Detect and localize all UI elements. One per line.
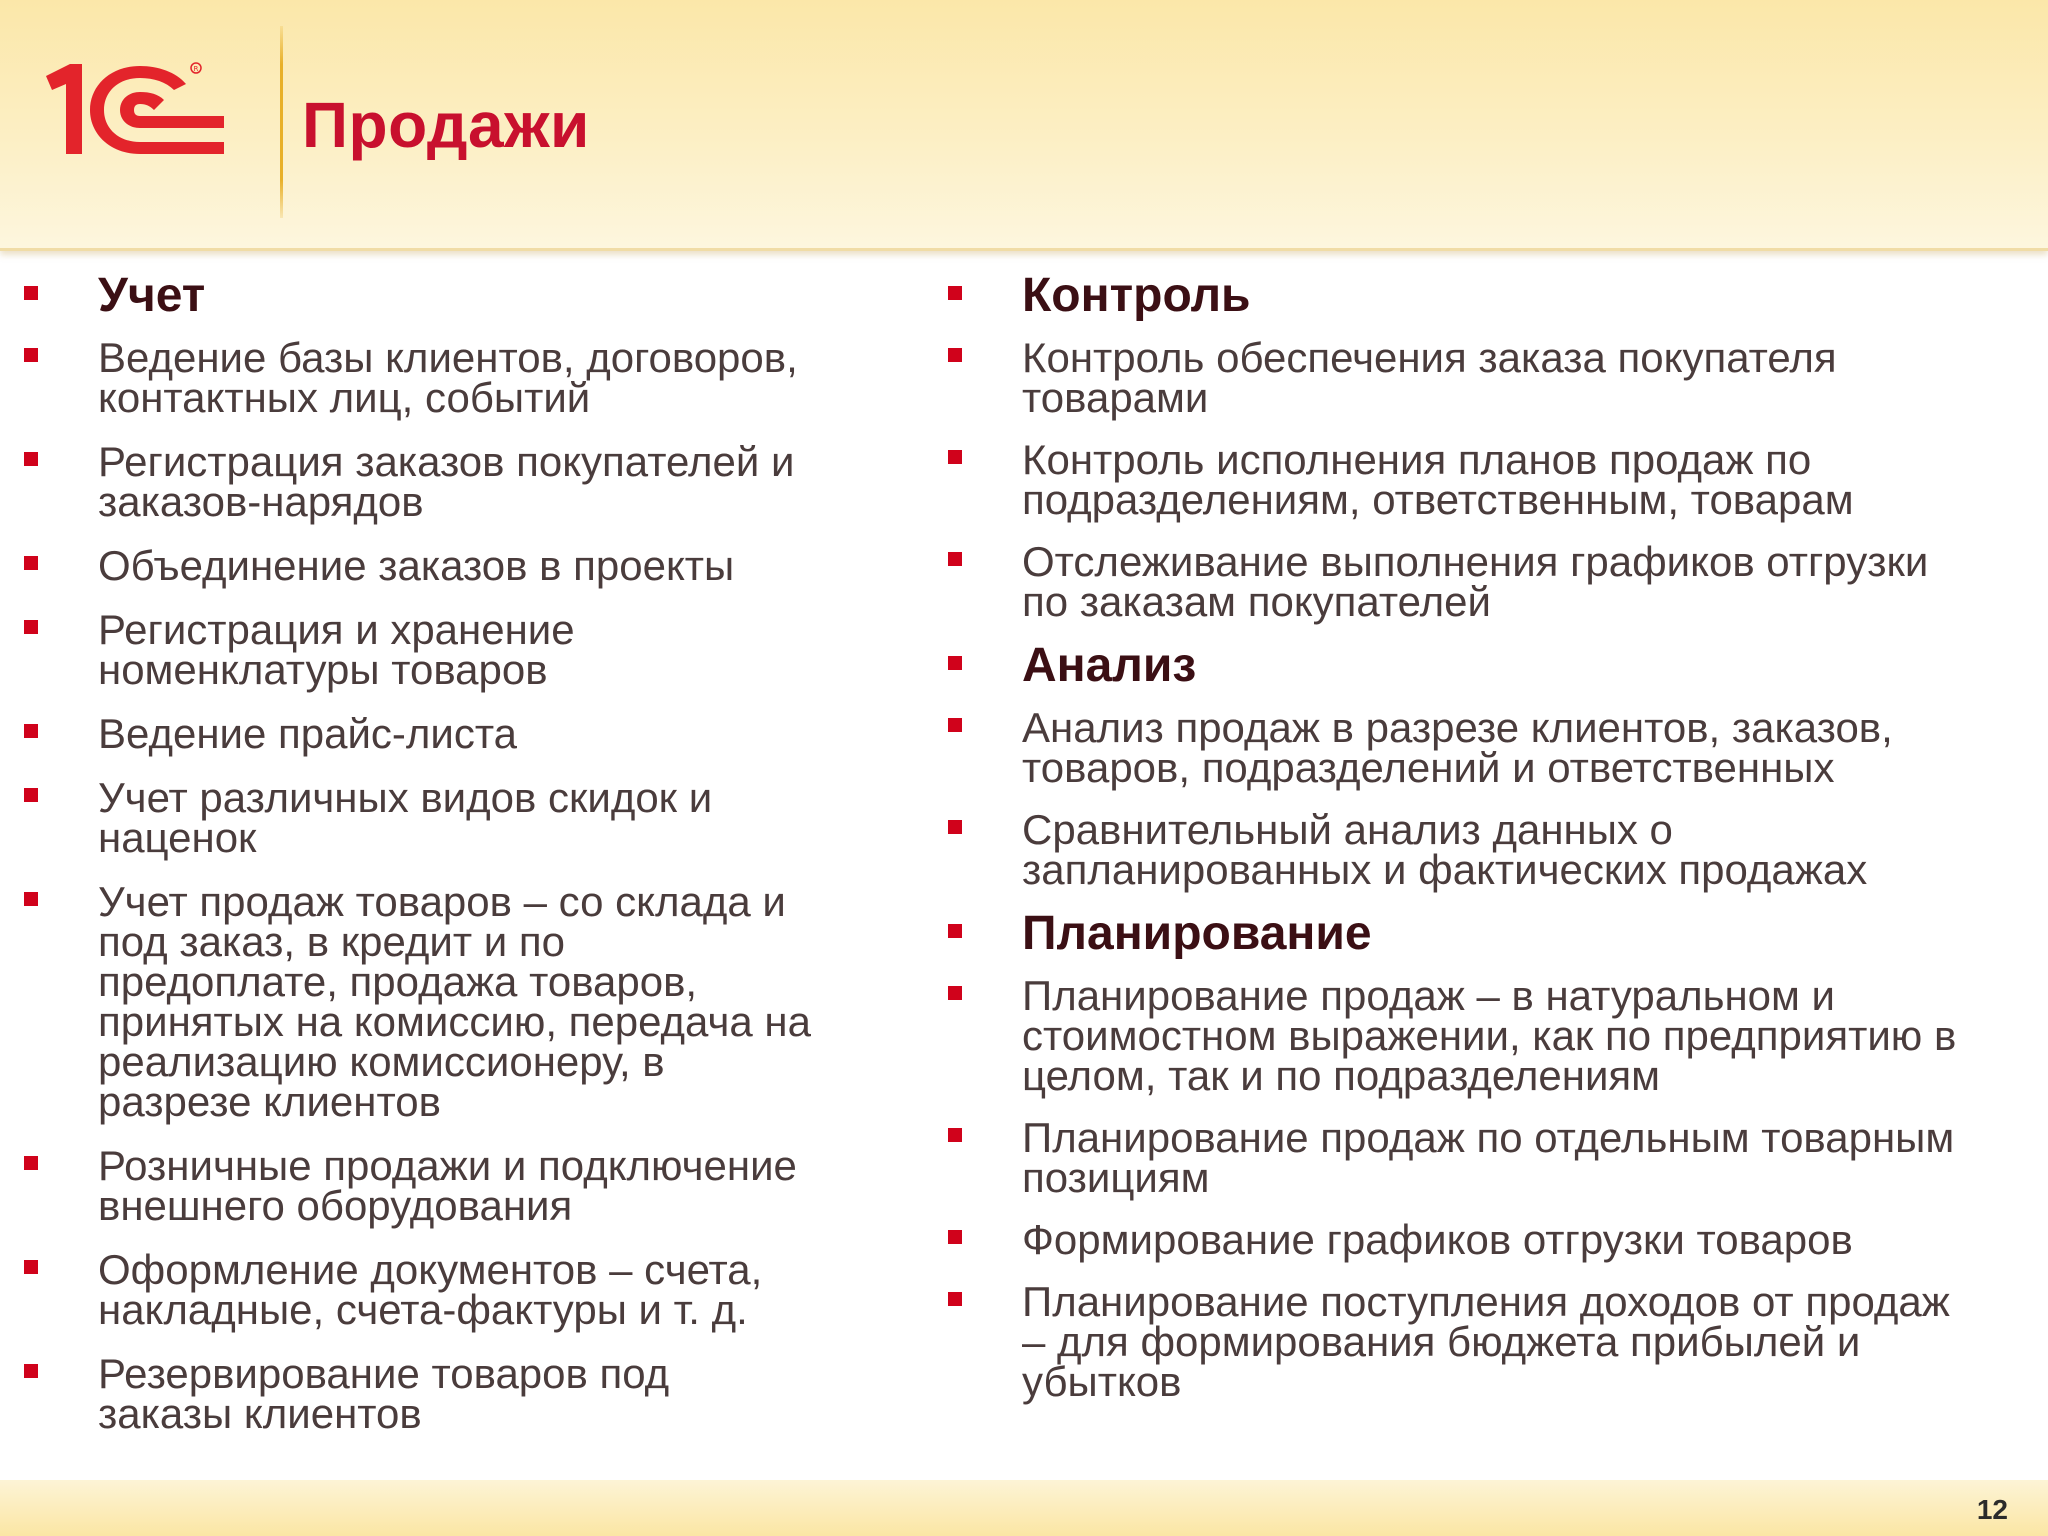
- list-item: [948, 436, 2028, 523]
- list-item-line: товаров, подразделений и ответственных: [1022, 744, 1835, 791]
- list-item: [948, 334, 2028, 421]
- list-item-line: под заказ, в кредит и по: [98, 918, 566, 965]
- list-item-line: реализацию комиссионеру, в: [98, 1038, 665, 1085]
- 1c-logo-icon: [36, 54, 226, 164]
- list-item: [24, 438, 924, 525]
- list-item-line: Регистрация заказов покупателей и: [98, 438, 795, 485]
- bullet-icon: [948, 1292, 962, 1306]
- bullet-icon: [948, 348, 962, 362]
- list-item-line: Ведение прайс-листа: [98, 710, 517, 757]
- list-item-line: Планирование продаж по отдельным товарным: [1022, 1114, 1955, 1161]
- list-item-line: Планирование продаж – в натуральном и: [1022, 972, 1836, 1019]
- section-heading: [948, 268, 2028, 324]
- page-title: Продажи: [302, 89, 590, 161]
- bullet-icon: [24, 1156, 38, 1170]
- section-heading-text: Анализ: [1022, 639, 1197, 692]
- bullet-icon: [948, 1230, 962, 1244]
- list-item-line: номенклатуры товаров: [98, 646, 548, 693]
- list-item-line: позициям: [1022, 1154, 1210, 1201]
- list-item: [24, 606, 924, 693]
- bullet-icon: [24, 556, 38, 570]
- list-item-line: целом, так и по подразделениям: [1022, 1052, 1661, 1099]
- bullet-icon: [24, 1260, 38, 1274]
- right-column: [948, 268, 2028, 1405]
- list-item-line: Сравнительный анализ данных о: [1022, 806, 1673, 853]
- list-item-line: контактных лиц, событий: [98, 374, 591, 421]
- list-item-line: Резервирование товаров под: [98, 1350, 670, 1397]
- slide-header: [0, 0, 2048, 251]
- list-item-line: принятых на комиссию, передача на: [98, 998, 811, 1045]
- bullet-icon: [24, 452, 38, 466]
- list-item: [24, 774, 924, 861]
- list-item: [24, 334, 924, 421]
- list-item-line: Отслеживание выполнения графиков отгрузки: [1022, 538, 1929, 585]
- section-heading: [948, 638, 2028, 694]
- header-divider: [280, 26, 283, 218]
- list-item-line: стоимостном выражении, как по предприятию в: [1022, 1012, 1957, 1059]
- list-item-line: подразделениям, ответственным, товарам: [1022, 476, 1854, 523]
- bullet-icon: [24, 286, 38, 300]
- section-heading: [24, 268, 924, 324]
- bullet-icon: [948, 820, 962, 834]
- bullet-icon: [948, 986, 962, 1000]
- list-item-line: Объединение заказов в проекты: [98, 542, 735, 589]
- bullet-icon: [948, 552, 962, 566]
- bullet-icon: [948, 924, 962, 938]
- list-item-line: заказов-нарядов: [98, 478, 424, 525]
- bullet-icon: [948, 450, 962, 464]
- bullet-icon: [948, 286, 962, 300]
- list-item: [24, 1142, 924, 1229]
- list-item: [24, 542, 924, 589]
- list-item-line: Учет различных видов скидок и: [98, 774, 713, 821]
- bullet-icon: [24, 1364, 38, 1378]
- list-item-line: Оформление документов – счета,: [98, 1246, 763, 1293]
- left-column: [24, 268, 924, 1437]
- bullet-icon: [24, 892, 38, 906]
- svg-text:R: R: [193, 65, 199, 73]
- list-item: [948, 538, 2028, 625]
- list-item: [24, 710, 924, 757]
- list-item: [948, 972, 2028, 1099]
- list-item: [948, 1278, 2028, 1405]
- list-item: [948, 1114, 2028, 1201]
- section-heading-text: Планирование: [1022, 907, 1372, 960]
- list-item-line: Анализ продаж в разрезе клиентов, заказов,: [1022, 704, 1893, 751]
- list-item-line: разрезе клиентов: [98, 1078, 441, 1125]
- list-item-line: внешнего оборудования: [98, 1182, 573, 1229]
- bullet-icon: [24, 724, 38, 738]
- bullet-icon: [948, 656, 962, 670]
- list-item-line: Учет продаж товаров – со склада и: [98, 878, 786, 925]
- section-heading: [948, 906, 2028, 962]
- list-item-line: наценок: [98, 814, 257, 861]
- list-item-line: заказы клиентов: [98, 1390, 422, 1437]
- section-heading-text: Контроль: [1022, 269, 1251, 322]
- slide-footer: [0, 1480, 2048, 1536]
- list-item-line: Ведение базы клиентов, договоров,: [98, 334, 798, 381]
- list-item-line: предоплате, продажа товаров,: [98, 958, 698, 1005]
- list-item-line: Формирование графиков отгрузки товаров: [1022, 1216, 1853, 1263]
- list-item: [24, 878, 924, 1125]
- bullet-icon: [24, 788, 38, 802]
- list-item-line: по заказам покупателей: [1022, 578, 1491, 625]
- list-item: [948, 1216, 2028, 1263]
- list-item-line: убытков: [1022, 1358, 1182, 1405]
- page-number: 12: [1976, 1494, 2008, 1525]
- list-item-line: Контроль исполнения планов продаж по: [1022, 436, 1812, 483]
- list-item-line: Контроль обеспечения заказа покупателя: [1022, 334, 1837, 381]
- bullet-icon: [24, 348, 38, 362]
- list-item: [24, 1246, 924, 1333]
- list-item-line: товарами: [1022, 374, 1209, 421]
- list-item-line: Планирование поступления доходов от продаж: [1022, 1278, 1950, 1325]
- list-item-line: Регистрация и хранение: [98, 606, 575, 653]
- list-item-line: – для формирования бюджета прибылей и: [1022, 1318, 1861, 1365]
- bullet-icon: [948, 1128, 962, 1142]
- list-item-line: Розничные продажи и подключение: [98, 1142, 797, 1189]
- list-item: [948, 704, 2028, 791]
- bullet-icon: [24, 620, 38, 634]
- bullet-icon: [948, 718, 962, 732]
- list-item: [24, 1350, 924, 1437]
- list-item-line: накладные, счета-фактуры и т. д.: [98, 1286, 748, 1333]
- list-item-line: запланированных и фактических продажах: [1022, 846, 1868, 893]
- list-item: [948, 806, 2028, 893]
- section-heading-text: Учет: [98, 269, 206, 322]
